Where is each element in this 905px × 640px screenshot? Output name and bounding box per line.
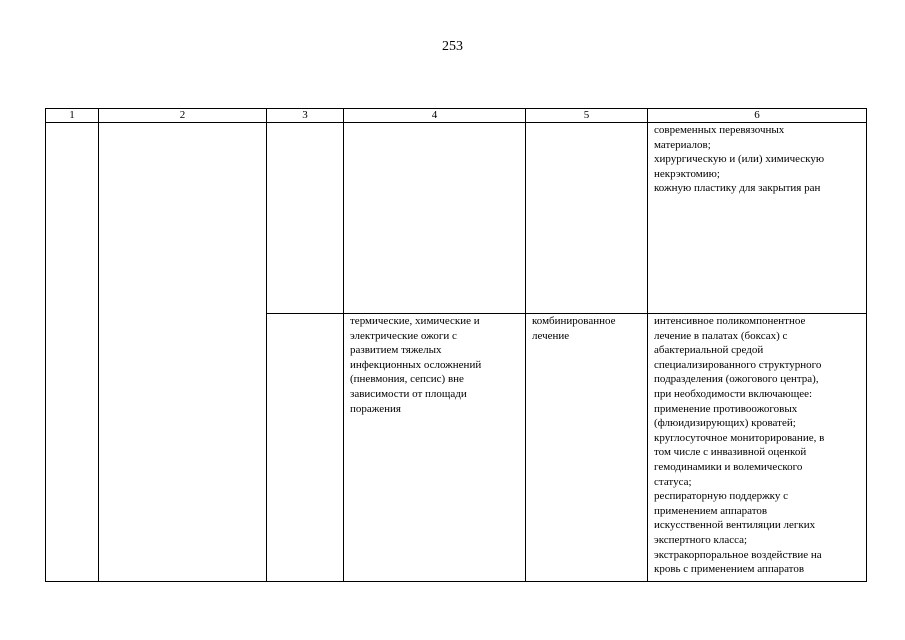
table-cell-col1	[46, 123, 99, 582]
diagnosis-text: термические, химические и электрические ожоги с развитием тяжелых инфекционных осложнений (пневмония, сепсис) вне зависимости от площади поражения	[350, 315, 482, 415]
table-cell-col5	[526, 123, 648, 314]
column-header-6: 6	[648, 109, 867, 123]
table-cell-col3	[267, 314, 344, 582]
column-header-5: 5	[526, 109, 648, 123]
table-cell-col2	[99, 123, 267, 582]
treatment-type-text: комбинированное лечение	[532, 315, 616, 342]
page-number: 253	[442, 39, 463, 54]
column-header-4: 4	[344, 109, 526, 123]
column-header-3: 3	[267, 109, 344, 123]
table-cell-col3	[267, 123, 344, 314]
column-header-2: 2	[99, 109, 267, 123]
table-cell-col6	[648, 123, 867, 314]
table-cell-col5	[526, 314, 648, 582]
table-cell-col4	[344, 314, 526, 582]
table-cell-col4	[344, 123, 526, 314]
table-row	[46, 123, 867, 314]
table-cell-col6	[648, 314, 867, 582]
document-table	[45, 108, 867, 582]
column-header-1: 1	[46, 109, 99, 123]
treatment-methods-text: современных перевязочных материалов; хирургическую и (или) химическую некрэктомию; кожную пластику для закрытия ран	[654, 124, 825, 195]
table-header-row	[46, 109, 867, 123]
treatment-methods-text: интенсивное поликомпонентное лечение в палатах (боксах) с абактериальной средой специализированного структурного подразделения (ожогового центра), при необходимости включающее: применение противоожоговых (флюидизирующих) кроватей; круглосуточное мониторирование, в том числе с инвазивной оценкой гемодинамики и волемического статуса; респираторную поддержку с применением аппаратов искусственной вентиляции легких экспертного класса; экстракорпоральное воздействие на кровь с применением аппаратов	[654, 315, 825, 576]
